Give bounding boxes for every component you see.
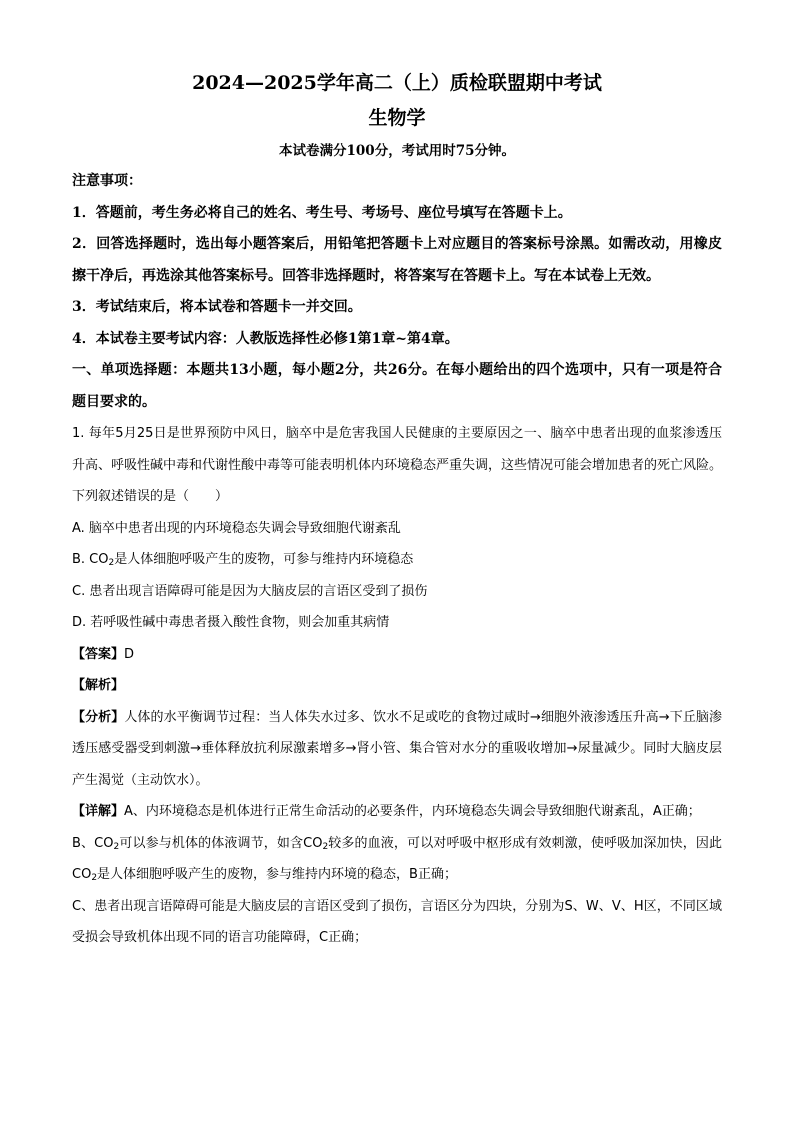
notice-item-4: 4．本试卷主要考试内容：人教版选择性必修1第1章~第4章。	[72, 330, 459, 347]
question-stem: 1. 每年5月25日是世界预防中风日，脑卒中是危害我国人民健康的主要原因之一、脑卒中患者出现的血浆渗透压升高、呼吸性碱中毒和代谢性酸中毒等可能表明机体内环境稳态严重失调，这些情况可能会增加患者的死亡风险。下列叙述错误的是（ ）	[72, 426, 723, 504]
analysis-label: 【解析】	[72, 678, 125, 693]
answer-line	[72, 639, 722, 671]
xiangjie-c: C、患者出现言语障碍可能是大脑皮层的言语区受到了损伤，言语区分为四块，分别为S、W、V、H区，不同区域受损会导致机体出现不同的语言功能障碍，C正确；	[72, 898, 722, 945]
section-heading: 一、单项选择题：本题共13小题，每小题2分，共26分。在每小题给出的四个选项中，只有一项是符合题目要求的。	[72, 362, 722, 410]
fenxi-paragraph: 【分析】人体的水平衡调节过程：当人体失水过多、饮水不足或吃的食物过咸时→细胞外液渗透压升高→下丘脑渗透压感受器受到刺激→垂体释放抗利尿激素增多→肾小管、集合管对水分的重吸收增加→尿量减少。同时大脑皮层产生渴觉（主动饮水）。	[72, 709, 722, 788]
answer-value: D	[124, 646, 135, 662]
xiangjie-b: B、$CO_2$可以参与机体的体液调节，如含$CO_2$较多的血液，可以对呼吸中枢形成有效刺激，使呼吸加深加快，因此$CO_2$是人体细胞呼吸产生的废物，参与维持内环境的稳态，B正确；	[72, 835, 722, 883]
option-a: A. 脑卒中患者出现的内环境稳态失调会导致细胞代谢紊乱	[72, 520, 401, 536]
notice-item-2: 2．回答选择题时，选出每小题答案后，用铅笔把答题卡上对应题目的答案标号涂黑。如需改动，用橡皮擦干净后，再选涂其他答案标号。回答非选择题时，将答案写在答题卡上。写在本试卷上无效。	[72, 236, 722, 284]
answer-label: 【答案】	[72, 646, 125, 662]
xiangjie-a: 【详解】A、内环境稳态是机体进行正常生命活动的必要条件，内环境稳态失调会导致细胞代谢紊乱，A正确；	[72, 804, 701, 819]
subject-title: 生物学	[368, 107, 426, 129]
exam-title: 2024—2025学年高二（上）质检联盟期中考试	[192, 72, 602, 94]
notice-item-1: 1．答题前，考生务必将自己的姓名、考生号、考场号、座位号填写在答题卡上。	[72, 204, 572, 221]
notice-heading: 注意事项：	[72, 173, 142, 189]
notice-item-3: 3．考试结束后，将本试卷和答题卡一并交回。	[72, 299, 362, 315]
option-b: B. $CO_2$是人体细胞呼吸产生的废物，可参与维持内环境稳态	[72, 552, 414, 568]
option-d: D. 若呼吸性碱中毒患者摄入酸性食物，则会加重其病情	[72, 615, 390, 630]
exam-info: 本试卷满分100分，考试用时75分钟。	[279, 143, 515, 159]
option-c: C. 患者出现言语障碍可能是因为大脑皮层的言语区受到了损伤	[72, 583, 428, 599]
exam-page	[72, 66, 722, 954]
